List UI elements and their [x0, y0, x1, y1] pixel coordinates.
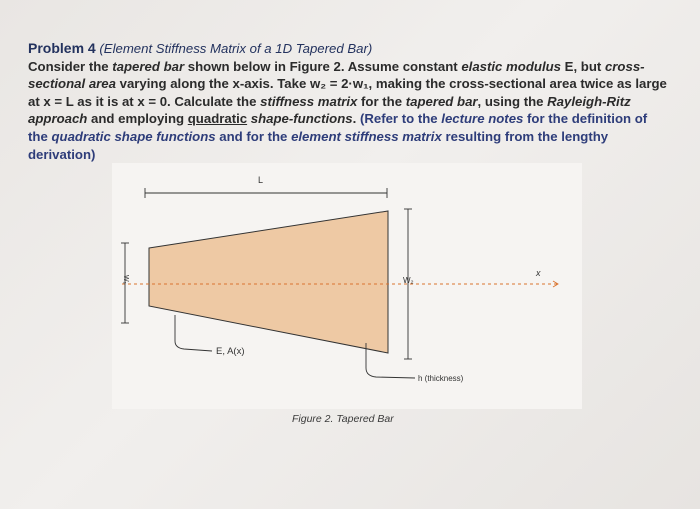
problem-title	[28, 40, 668, 58]
problem-text-run: cross-sectional area	[28, 58, 645, 92]
w1-label: W₁	[122, 275, 129, 284]
x-axis-label: x	[536, 268, 541, 278]
problem-text-run: (Refer to the	[359, 111, 442, 127]
problem-text-run: and employing	[87, 111, 188, 127]
problem-text-run: .	[352, 111, 360, 127]
problem-text-run: for the	[357, 93, 406, 109]
problem-text-run: E, but	[561, 58, 605, 74]
problem-text-run: shown below in Figure 2. Assume constant	[184, 58, 462, 74]
problem-text-run: elastic modulus	[461, 58, 561, 74]
tapered-bar	[149, 211, 388, 353]
problem-text-run: Consider the	[28, 58, 113, 74]
problem-text-run: stiffness matrix	[260, 93, 358, 109]
problem-statement	[28, 40, 668, 163]
w2-label: W₂	[403, 276, 414, 285]
problem-text-run: resulting from the lengthy derivation)	[28, 128, 609, 162]
problem-text-run: varying along the x-axis. Take w₂ = 2·w₁, making the cross-sectional area twice as large at x = L as it is at x = 0. Calculate the	[28, 76, 667, 109]
problem-text-run: Rayleigh-Ritz approach	[28, 93, 631, 127]
figure-caption: Figure 2. Tapered Bar	[292, 413, 394, 425]
problem-text-run: quadratic	[187, 111, 248, 127]
problem-text-run: shape-functions	[250, 111, 353, 127]
problem-text-run: element stiffness matrix	[291, 128, 442, 144]
thickness-label: h (thickness)	[418, 374, 464, 383]
problem-text-run: , using the	[477, 93, 548, 109]
problem-text-run: tapered bar	[405, 93, 478, 109]
problem-body	[28, 58, 668, 164]
tapered-bar-diagram	[112, 163, 582, 409]
problem-topic: (Element Stiffness Matrix of a 1D Tapered Bar)	[99, 41, 373, 56]
problem-text-run: tapered bar	[112, 58, 185, 74]
material-leader-line	[175, 315, 212, 351]
problem-text-run: quadratic shape functions	[51, 128, 216, 144]
material-label: E, A(x)	[216, 346, 245, 357]
problem-number: Problem 4	[28, 40, 96, 56]
problem-text-run: and for the	[215, 128, 292, 144]
problem-text-run: lecture notes	[441, 111, 524, 127]
length-label: L	[258, 175, 264, 185]
problem-text-run: for the definition of the	[28, 111, 648, 144]
figure-2	[112, 163, 582, 409]
